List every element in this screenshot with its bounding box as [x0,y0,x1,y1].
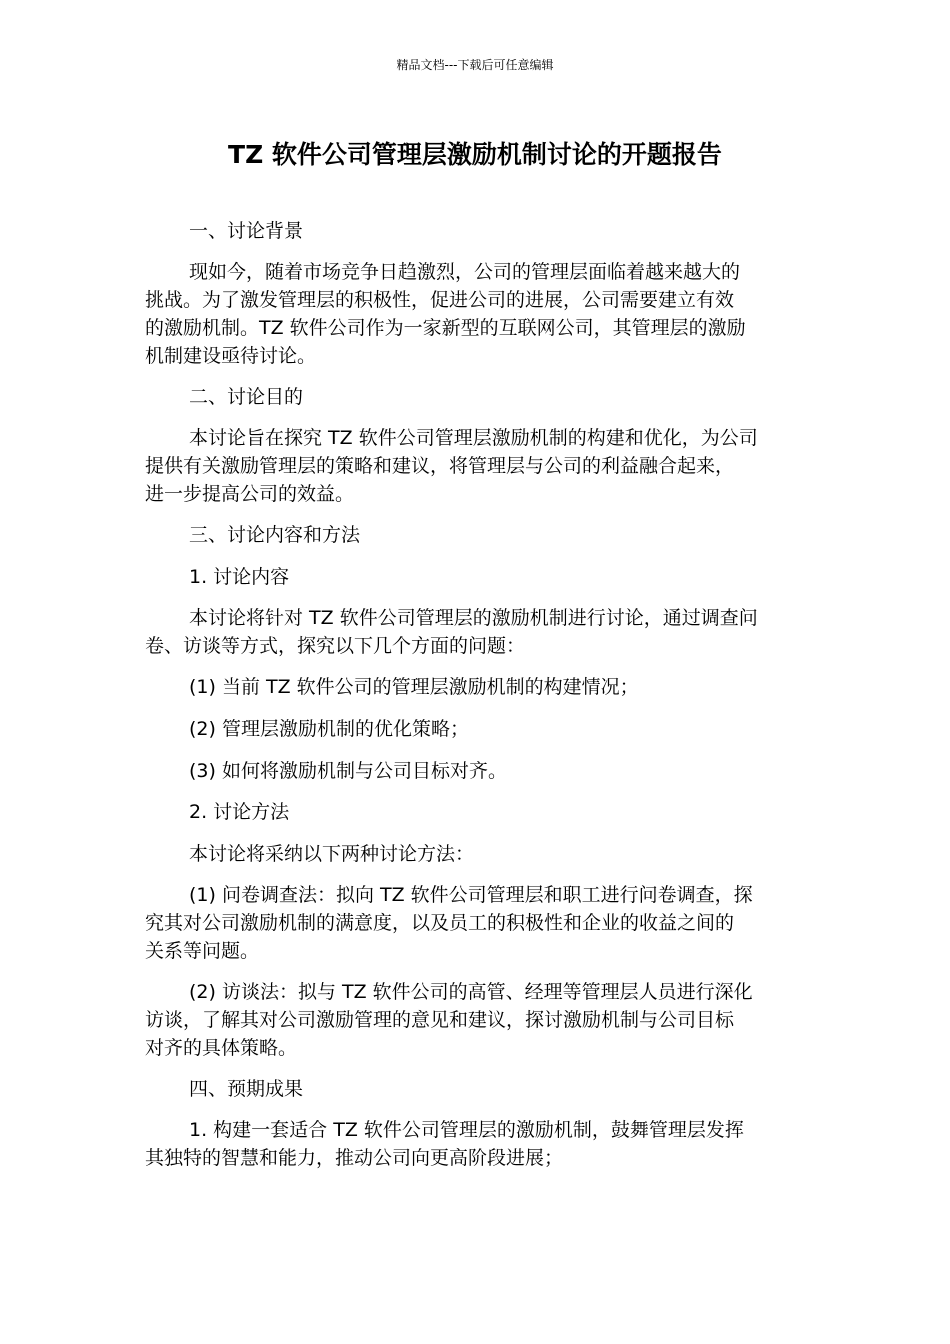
list-item: (2) 管理层激励机制的优化策略； [189,718,469,740]
subheading-content: 1. 讨论内容 [189,566,290,588]
header-note: 精品文档---下载后可任意编辑 [396,58,554,72]
paragraph-line: 进一步提高公司的效益。 [145,483,355,505]
paragraph-line: 访谈，了解其对公司激励管理的意见和建议，探讨激励机制与公司目标 [145,1009,735,1031]
paragraph-line: 究其对公司激励机制的满意度，以及员工的积极性和企业的收益之间的 [145,912,735,934]
list-item: (3) 如何将激励机制与公司目标对齐。 [189,760,507,782]
paragraph-line: 本讨论旨在探究 TZ 软件公司管理层激励机制的构建和优化，为公司 [189,427,758,449]
paragraph-line: (1) 问卷调查法：拟向 TZ 软件公司管理层和职工进行问卷调查，探 [189,884,753,906]
paragraph-line: 机制建设亟待讨论。 [145,345,317,367]
paragraph-line: 对齐的具体策略。 [145,1037,298,1059]
paragraph-line: 其独特的智慧和能力，推动公司向更高阶段进展； [145,1147,564,1169]
paragraph-line: 的激励机制。TZ 软件公司作为一家新型的互联网公司，其管理层的激励 [145,317,746,339]
paragraph-line: 本讨论将针对 TZ 软件公司管理层的激励机制进行讨论，通过调查问 [189,607,758,629]
section-heading-purpose: 二、讨论目的 [189,386,304,408]
section-heading-expected-results: 四、预期成果 [189,1078,304,1100]
document-title: TZ 软件公司管理层激励机制讨论的开题报告 [228,140,722,169]
paragraph-line: 卷、访谈等方式，探究以下几个方面的问题： [145,635,526,657]
paragraph-line: (2) 访谈法：拟与 TZ 软件公司的高管、经理等管理层人员进行深化 [189,981,753,1003]
list-item: (1) 当前 TZ 软件公司的管理层激励机制的构建情况； [189,676,639,698]
section-heading-content-method: 三、讨论内容和方法 [189,524,361,546]
paragraph-line: 挑战。为了激发管理层的积极性，促进公司的进展，公司需要建立有效 [145,289,735,311]
subheading-method: 2. 讨论方法 [189,801,290,823]
section-heading-background: 一、讨论背景 [189,220,304,242]
paragraph-line: 1. 构建一套适合 TZ 软件公司管理层的激励机制，鼓舞管理层发挥 [189,1119,744,1141]
paragraph-line: 本讨论将采纳以下两种讨论方法： [189,843,475,865]
paragraph-line: 现如今，随着市场竞争日趋激烈，公司的管理层面临着越来越大的 [189,261,741,283]
paragraph-line: 关系等问题。 [145,940,260,962]
paragraph-line: 提供有关激励管理层的策略和建议，将管理层与公司的利益融合起来， [145,455,735,477]
